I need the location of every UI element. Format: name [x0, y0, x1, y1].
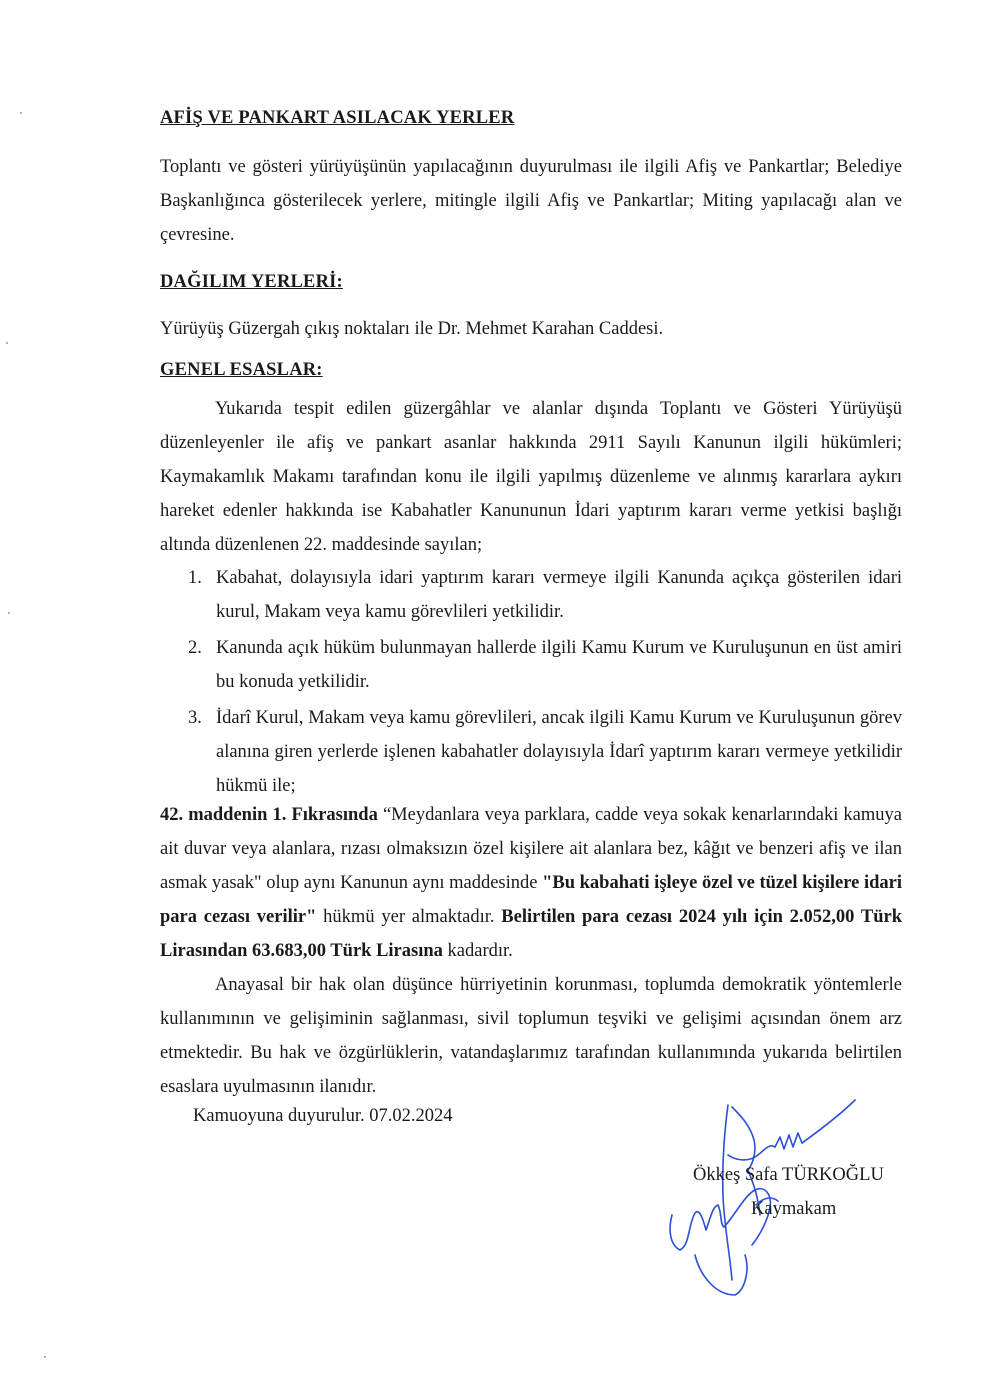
article-paragraph [160, 798, 902, 968]
list-item-number: 3. [188, 708, 202, 728]
genel-intro-paragraph: Yukarıda tespit edilen güzergâhlar ve alanlar dışında Toplantı ve Gösteri Yürüyüşü düzenleyenler ile afiş ve pankart asanlar hakkında 2911 Sayılı Kanunun ilgili hükümleri; Kaymakamlık Makamı tarafından konu ile ilgili yapılmış düzenleme ve alınmış kararlara aykırı hareket edenler hakkında ise Kabahatler Kanununun İdari yaptırım kararı verme yetkisi başlığı altında düzenlenen 22. maddesinde sayılan; [160, 399, 902, 555]
scan-speck [8, 612, 10, 614]
scan-speck [6, 342, 8, 344]
scan-speck [20, 112, 22, 114]
authority-list [160, 561, 902, 803]
scan-speck [44, 1356, 46, 1358]
article-text-3: kadardır. [442, 941, 513, 961]
list-item [160, 561, 902, 629]
afis-heading: AFİŞ VE PANKART ASILACAK YERLER [160, 108, 515, 128]
genel-heading: GENEL ESASLAR: [160, 360, 323, 380]
article-text-2: hükmü yer almaktadır. [316, 907, 502, 927]
closing-paragraph: Anayasal bir hak olan düşünce hürriyetinin korunması, toplumda demokratik yöntemlerle kullanımının ve gelişiminin sağlanması, sivil toplumun teşviki ve gelişimi açısından önem arz etmektedir. Bu hak ve özgürlüklerin, vatandaşlarımız tarafından kullanımında yukarıda belirtilen esaslara uyulmasının ilanıdır. [160, 975, 902, 1097]
list-item-text: Kanunda açık hüküm bulunmayan hallerde ilgili Kamu Kurum ve Kuruluşunun en üst amiri bu konuda yetkilidir. [216, 638, 902, 692]
list-item [160, 631, 902, 699]
afis-paragraph: Toplantı ve gösteri yürüyüşünün yapılacağının duyurulması ile ilgili Afiş ve Pankartlar; Belediye Başkanlığınca gösterilecek yerlere, mitingle ilgili Afiş ve Pankartlar; Miting yapılacağı alan ve çevresine. [160, 157, 902, 245]
list-item [160, 701, 902, 803]
signatory-title: Kaymakam [751, 1199, 837, 1219]
article-penalty-clause: "Bu kabahati işleye özel ve tüzel kişilere idari para cezası verilir" [160, 873, 902, 927]
list-item-number: 2. [188, 638, 202, 658]
list-item-text: İdarî Kurul, Makam veya kamu görevlileri, ancak ilgili Kamu Kurum ve Kuruluşunun görev alanına giren yerlerde işlenen kabahatler dolayısıyla İdarî yaptırım kararı vermeye yetkilidir hükmü ile; [216, 708, 902, 796]
dagilim-heading: DAĞILIM YERLERİ: [160, 272, 343, 292]
article-reference: 42. maddenin 1. Fıkrasında [160, 805, 378, 825]
signatory-name: Ökkeş Safa TÜRKOĞLU [693, 1165, 884, 1185]
list-item-number: 1. [188, 568, 202, 588]
list-item-text: Kabahat, dolayısıyla idari yaptırım kararı vermeye ilgili Kanunda açıkça gösterilen idari kurul, Makam veya kamu görevlileri yetkilidir. [216, 568, 902, 622]
announcement-date-line: Kamuoyuna duyurulur. 07.02.2024 [193, 1106, 453, 1126]
dagilim-paragraph: Yürüyüş Güzergah çıkış noktaları ile Dr. Mehmet Karahan Caddesi. [160, 319, 664, 339]
article-fine-amount: Belirtilen para cezası 2024 yılı için 2.052,00 Türk Lirasından 63.683,00 Türk Lirasına [160, 907, 903, 961]
article-text-1: “Meydanlara veya parklara, cadde veya sokak kenarlarındaki kamuya ait duvar veya alanlara, rızası olmaksızın özel kişilere ait alanlara bez, kâğıt ve benzeri afiş ve ilan asmak yasak" olup aynı Kanunun aynı maddesinde [160, 805, 902, 893]
